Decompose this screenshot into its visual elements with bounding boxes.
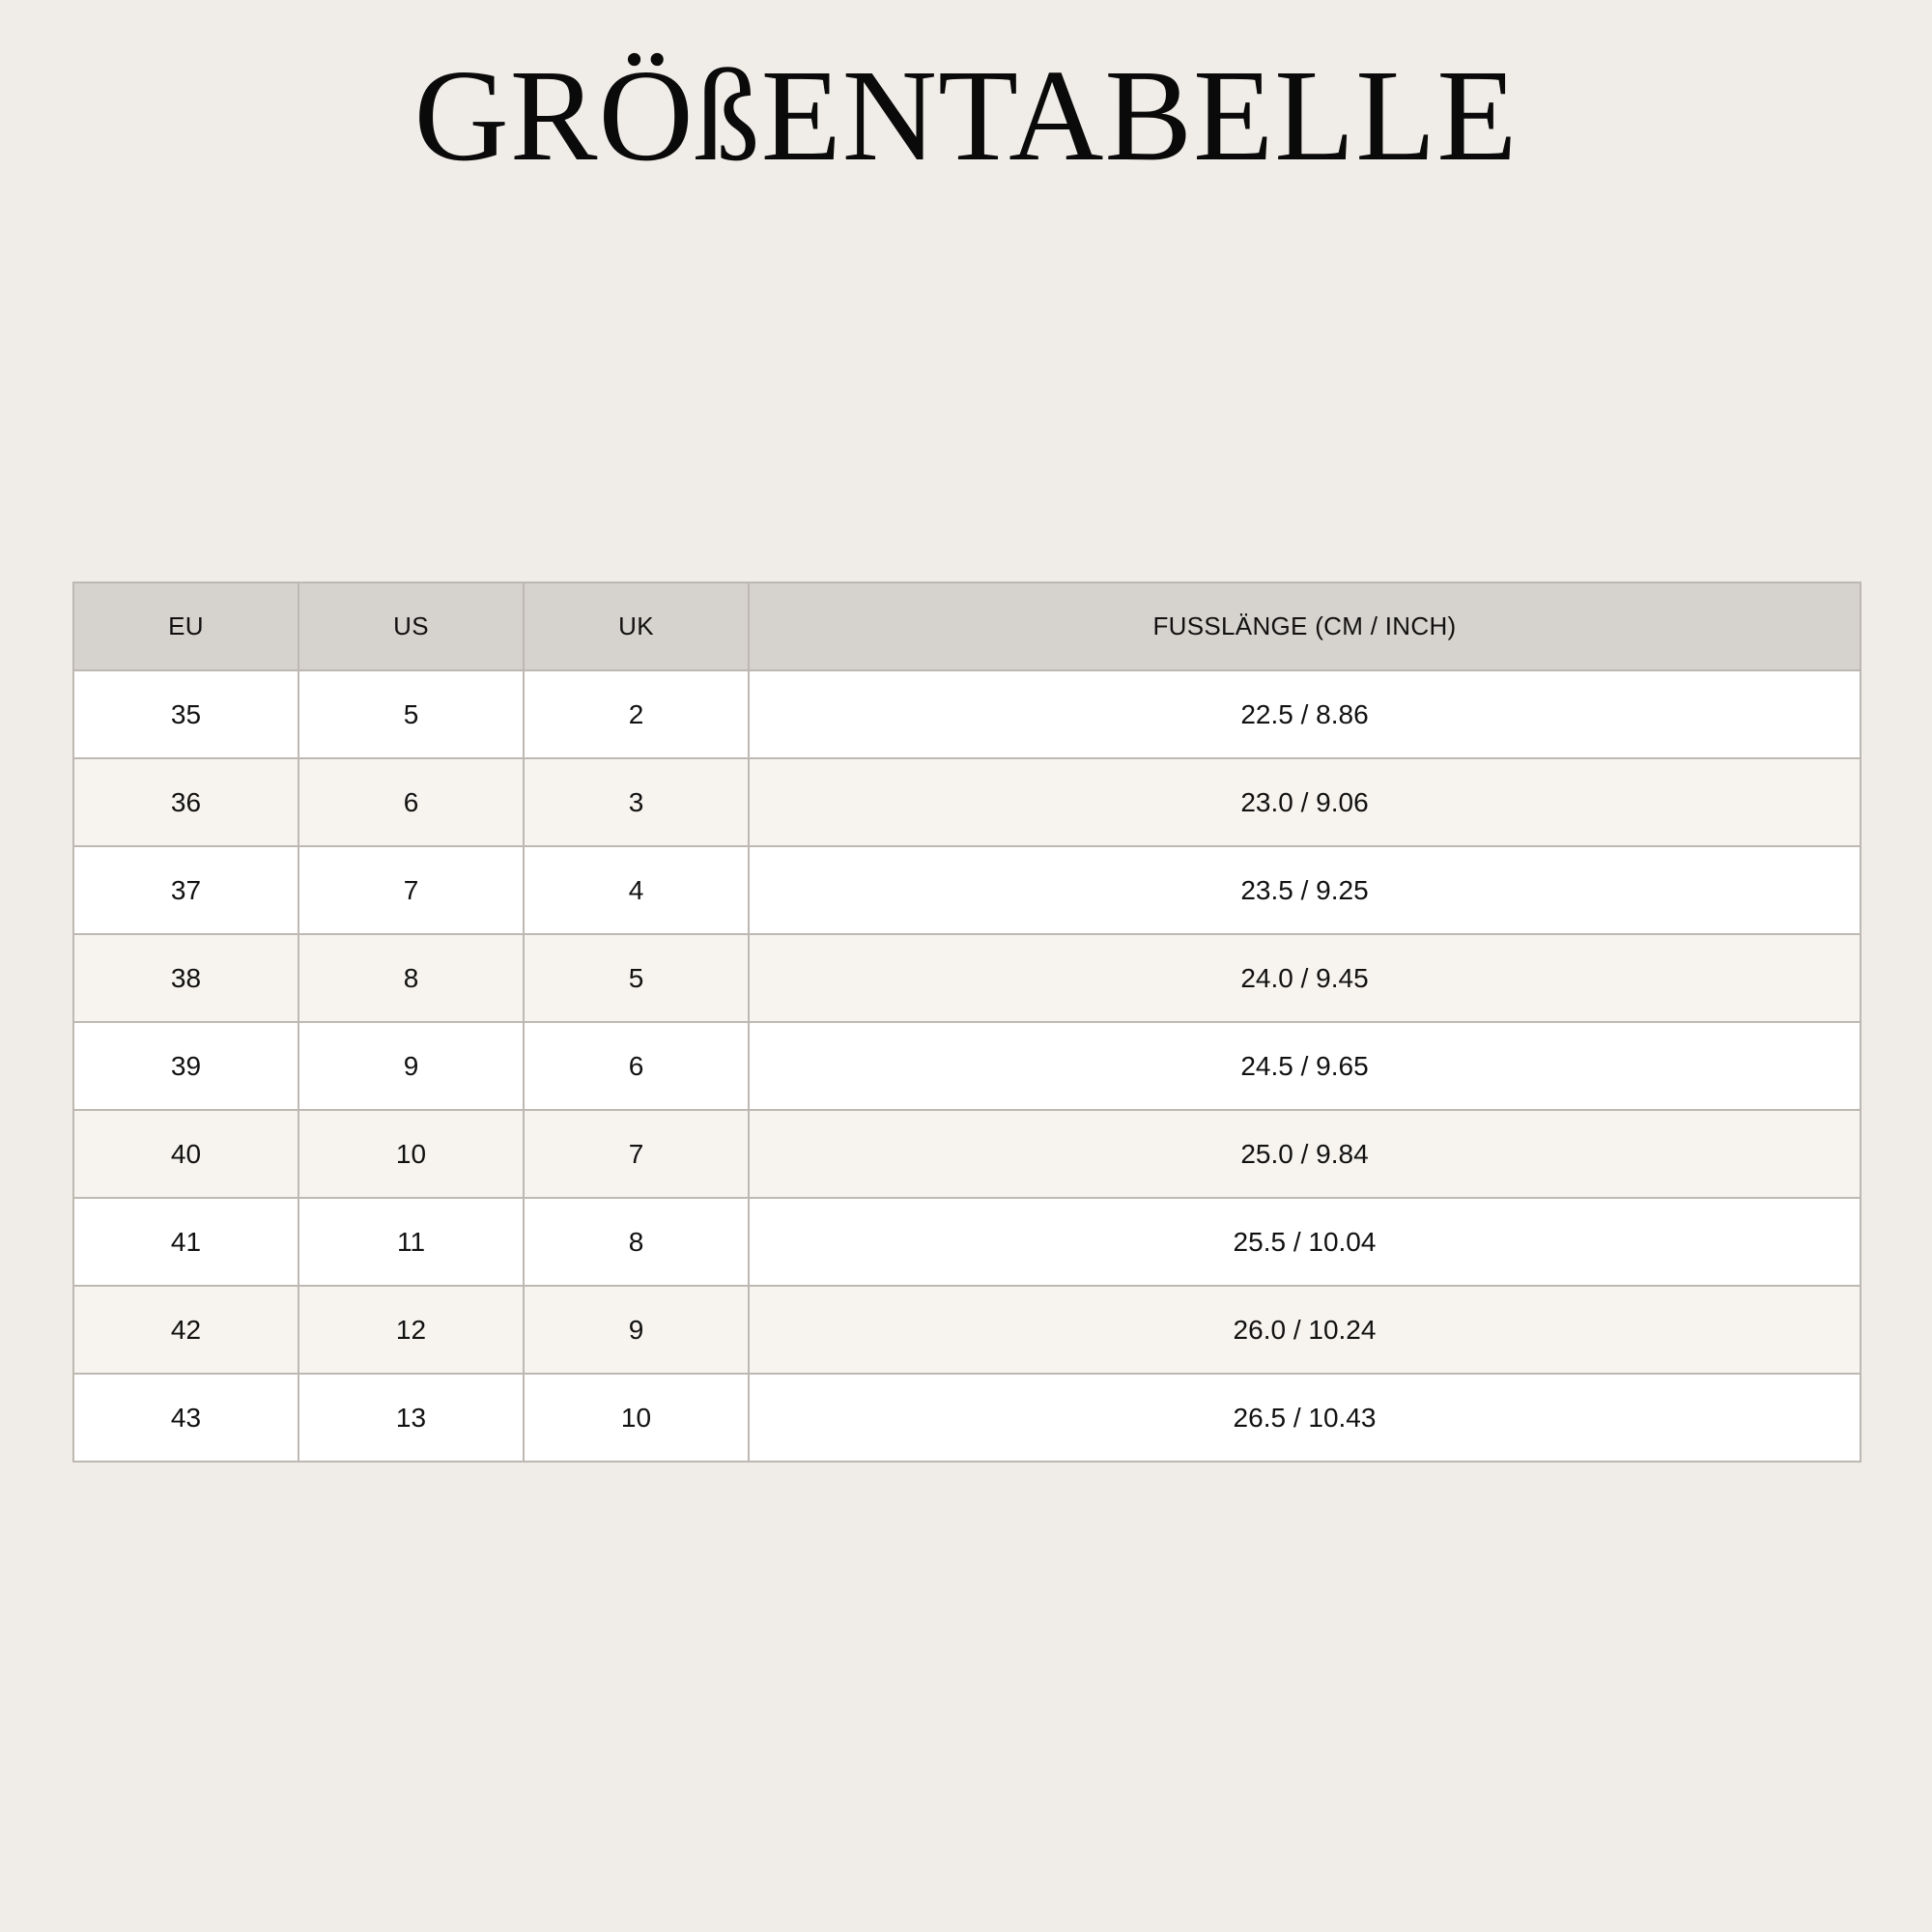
cell-uk: 6 [524,1022,749,1110]
table-row [73,758,1861,846]
cell-foot-length: 23.5 / 9.25 [749,846,1861,934]
cell-us: 5 [298,670,524,758]
cell-uk: 7 [524,1110,749,1198]
cell-us: 8 [298,934,524,1022]
cell-uk: 2 [524,670,749,758]
cell-eu: 35 [73,670,298,758]
table-row [73,1198,1861,1286]
cell-eu: 39 [73,1022,298,1110]
cell-uk: 4 [524,846,749,934]
cell-foot-length: 22.5 / 8.86 [749,670,1861,758]
cell-uk: 9 [524,1286,749,1374]
cell-eu: 42 [73,1286,298,1374]
cell-foot-length: 26.0 / 10.24 [749,1286,1861,1374]
cell-foot-length: 24.5 / 9.65 [749,1022,1861,1110]
cell-foot-length: 23.0 / 9.06 [749,758,1861,846]
cell-eu: 40 [73,1110,298,1198]
cell-us: 7 [298,846,524,934]
cell-uk: 3 [524,758,749,846]
cell-foot-length: 24.0 / 9.45 [749,934,1861,1022]
cell-us: 13 [298,1374,524,1462]
table-header-row [73,582,1861,670]
table-row [73,1286,1861,1374]
cell-eu: 36 [73,758,298,846]
table-row [73,846,1861,934]
cell-uk: 8 [524,1198,749,1286]
cell-us: 12 [298,1286,524,1374]
header-foot-length: FUSSLÄNGE (CM / INCH) [749,582,1861,670]
cell-foot-length: 26.5 / 10.43 [749,1374,1861,1462]
table-row [73,1374,1861,1462]
cell-eu: 41 [73,1198,298,1286]
cell-us: 11 [298,1198,524,1286]
cell-us: 9 [298,1022,524,1110]
cell-eu: 37 [73,846,298,934]
table-row [73,1022,1861,1110]
cell-us: 6 [298,758,524,846]
cell-uk: 10 [524,1374,749,1462]
header-eu: EU [73,582,298,670]
page-title: GRÖßENTABELLE [413,43,1519,188]
cell-foot-length: 25.5 / 10.04 [749,1198,1861,1286]
cell-eu: 43 [73,1374,298,1462]
size-chart-table [72,582,1861,1463]
cell-eu: 38 [73,934,298,1022]
header-uk: UK [524,582,749,670]
table-row [73,1110,1861,1198]
cell-uk: 5 [524,934,749,1022]
table-body [73,670,1861,1462]
cell-us: 10 [298,1110,524,1198]
header-us: US [298,582,524,670]
table-row [73,934,1861,1022]
table-row [73,670,1861,758]
cell-foot-length: 25.0 / 9.84 [749,1110,1861,1198]
